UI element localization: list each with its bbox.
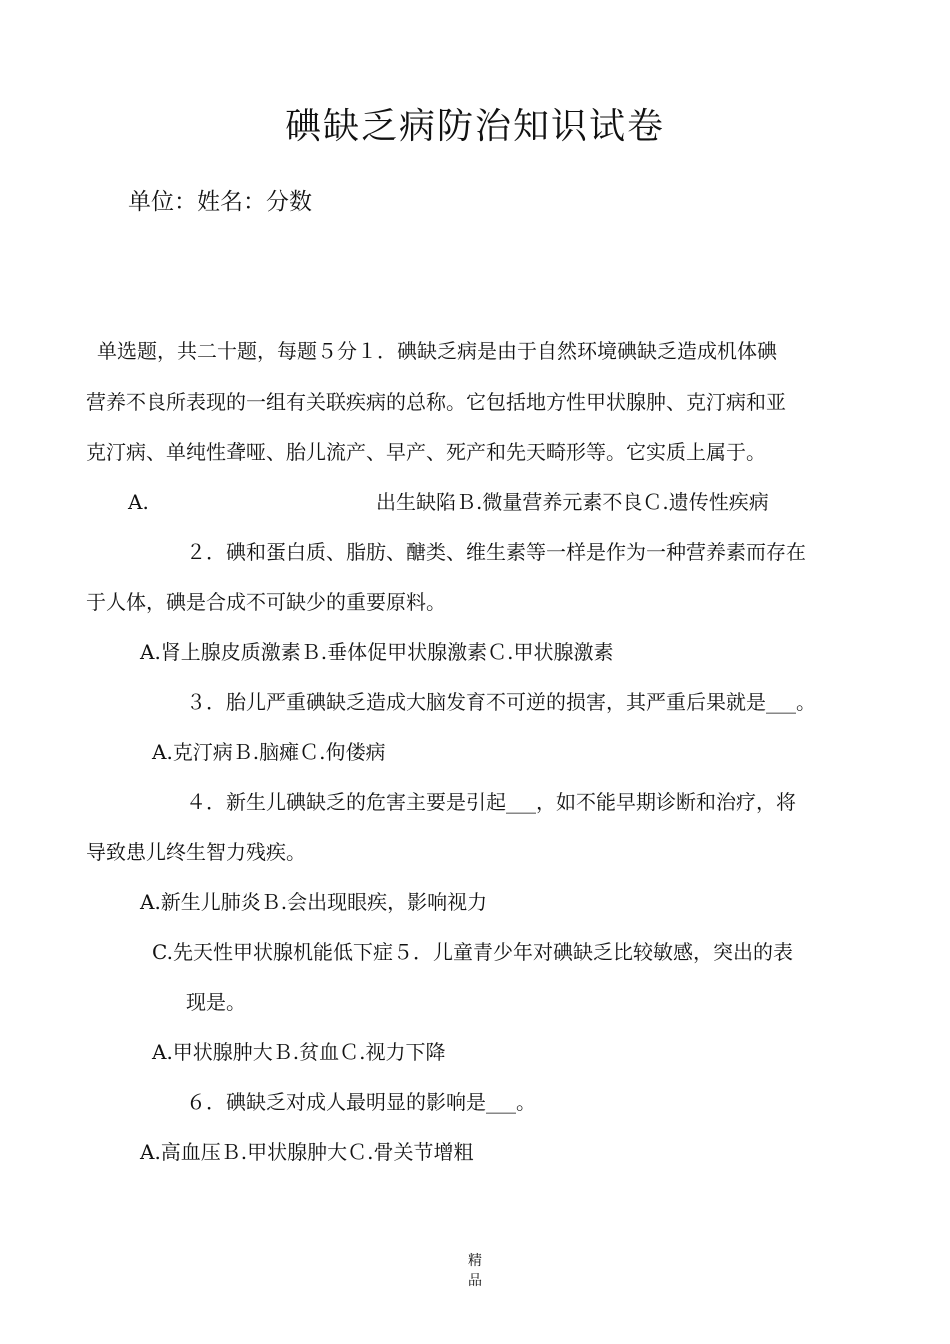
- text-line: 于人体，碘是合成不可缺少的重要原料。: [86, 590, 446, 614]
- footer-char-1: 精: [468, 1253, 482, 1269]
- text-line: 营养不良所表现的一组有关联疾病的总称。它包括地方性甲状腺肿、克汀病和亚: [86, 390, 786, 414]
- text-line: ６．碘缺乏对成人最明显的影响是___。: [186, 1090, 536, 1114]
- page-title: 碘缺乏病防治知识试卷: [284, 106, 665, 147]
- footer-char-2: 品: [468, 1273, 482, 1289]
- text-line: ３．胎儿严重碘缺乏造成大脑发育不可逆的损害，其严重后果就是___。: [186, 690, 816, 714]
- text-line: A.: [128, 490, 149, 514]
- text-line: A.克汀病Ｂ.脑瘫Ｃ.佝偻病: [152, 740, 386, 764]
- text-line: ２．碘和蛋白质、脂肪、醣类、维生素等一样是作为一种营养素而存在: [186, 540, 806, 564]
- text-line: 单选题，共二十题，每题５分１．碘缺乏病是由于自然环境碘缺乏造成机体碘: [97, 339, 777, 363]
- text-line: 现是。: [186, 990, 246, 1014]
- text-line: A.甲状腺肿大Ｂ.贫血Ｃ.视力下降: [152, 1040, 446, 1064]
- text-line: A.高血压Ｂ.甲状腺肿大Ｃ.骨关节增粗: [140, 1140, 474, 1164]
- text-line: A.新生儿肺炎Ｂ.会出现眼疾，影响视力: [140, 890, 488, 914]
- header-fields: 单位：姓名：分数: [128, 189, 312, 215]
- footer-watermark: [0, 1251, 950, 1291]
- text-line: A.肾上腺皮质激素Ｂ.垂体促甲状腺激素Ｃ.甲状腺激素: [140, 640, 614, 664]
- text-line: 导致患儿终生智力残疾。: [86, 840, 306, 864]
- text-line: 克汀病、单纯性聋哑、胎儿流产、早产、死产和先天畸形等。它实质上属于。: [86, 440, 766, 464]
- text-line: 出生缺陷Ｂ.微量营养元素不良Ｃ.遗传性疾病: [376, 490, 769, 514]
- text-line: C.先天性甲状腺机能低下症５．儿童青少年对碘缺乏比较敏感，突出的表: [152, 940, 793, 964]
- text-line: ４．新生儿碘缺乏的危害主要是引起___，如不能早期诊断和治疗，将: [186, 790, 796, 814]
